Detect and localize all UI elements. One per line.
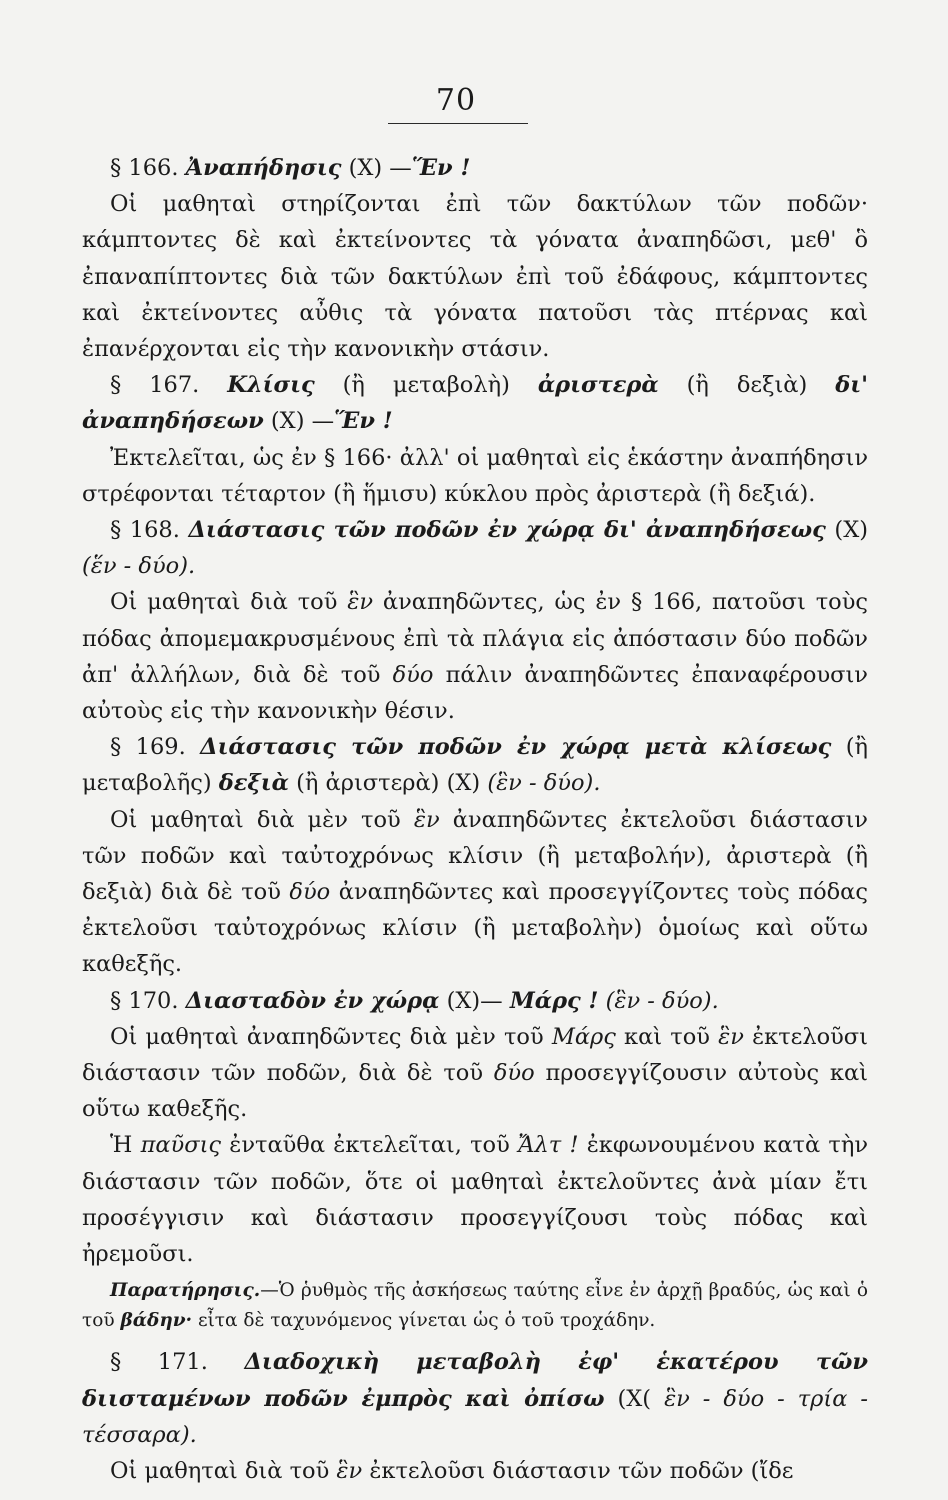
section-number: § 169. [110,734,186,761]
section-title-direction: δεξιὰ [218,770,289,797]
section-heading-text: (ἢ ἀριστερὰ) (Χ) [288,770,488,797]
paragraph-italic: ἓν [347,589,374,616]
page-number: 70 [435,83,477,118]
paragraph-text: ἀναπηδῶντες, ὡς ἐν § 166, πατοῦσι τοὺς πόδας ἀπομεμακρυσμένους ἐπὶ τὰ πλάγια εἰς ἀπόστασιν δύο ποδῶν ἀπ' ἀλλήλων, διὰ δὲ τοῦ [82,589,868,688]
section-169-heading [82,729,868,801]
paragraph-text: Οἱ μαθηταὶ ἀναπηδῶντες διὰ μὲν τοῦ [110,1023,552,1050]
section-170-paragraph-2 [82,1127,868,1272]
section-171-heading [82,1344,868,1453]
paragraph-text: Ἡ [110,1132,141,1159]
command-word: (ἕν - δύο). [82,553,196,580]
paragraph-text: προσεγγίζουσιν αὐτοὺς καὶ οὕτω καθεξῆς. [82,1060,868,1123]
section-number: § 166. [110,155,179,181]
section-number: § 171. [110,1349,208,1376]
section-title: Ἀναπήδησις [185,155,342,181]
page-body [82,150,868,1489]
paragraph-text: Οἱ μαθηταὶ διὰ τοῦ [110,589,348,616]
section-171-paragraph [82,1453,868,1489]
paragraph-italic: ἓν [718,1023,744,1050]
section-169-paragraph [82,802,868,983]
section-heading-text: (ἢ μεταβολὴ) [314,372,538,399]
section-heading-text: (Χ) — [263,408,335,435]
paragraph-italic: παῦσις [140,1132,222,1159]
section-168-paragraph [82,584,868,729]
command-word: Ἕν ! [411,155,471,181]
command-word: (ἓν - δύο). [487,770,601,797]
section-title: Διάστασις τῶν ποδῶν ἐν χώρᾳ μετὰ κλίσεως [200,734,832,761]
paragraph-text: ἐκτελοῦσι διάστασιν τῶν ποδῶν, διὰ δὲ τοῦ [82,1023,868,1087]
paragraph-text: ἐκτελοῦσι διάστασιν τῶν ποδῶν (ἴδε [362,1457,794,1484]
paragraph-text: ἐνταῦθα ἐκτελεῖται, τοῦ [221,1132,518,1159]
paragraph-text: πάλιν ἀναπηδῶντες ἐπαναφέρουσιν αὐτοὺς εἰς τὴν κανονικὴν θέσιν. [82,661,868,725]
section-number: § 168. [110,517,180,544]
section-heading-text: (Χ)— [439,987,510,1014]
section-heading-text: (Χ) — [341,155,412,181]
section-title: Διασταδὸν ἐν χώρᾳ [185,987,440,1014]
section-title: Διάστασις τῶν ποδῶν ἐν χώρᾳ δι' ἀναπηδήσεως [188,517,826,544]
section-title-method: δι' ἀναπηδήσεων [82,372,869,435]
note-italic: βάδην· [120,1310,193,1332]
paragraph-italic: δύο [392,661,434,688]
section-170-paragraph-1 [82,1019,868,1128]
section-heading-text: (Χ) [825,517,869,544]
paragraph-text: Οἱ μαθηταὶ διὰ τοῦ [110,1457,337,1484]
paragraph-italic: δύο [289,879,331,906]
section-title-direction: ἀριστερὰ [537,372,659,399]
section-heading-text: (Χ( [604,1385,665,1412]
paragraph-italic: ἓν [413,806,440,833]
section-title: Κλίσις [227,372,315,399]
section-number: § 167. [110,372,200,399]
paragraph-text: ἐκφωνουμένου κατὰ τὴν διάστασιν τῶν ποδῶν, ὅτε οἱ μαθηταὶ ἐκτελοῦντες ἀνὰ μίαν ἔτι προσέγγισιν καὶ διάστασιν προσεγγίζουσι τοὺς πόδας καὶ ἠρεμοῦσι. [82,1132,869,1268]
command-word: Μάρς ! [509,987,599,1014]
paragraph-text: Οἱ μαθηταὶ διὰ μὲν τοῦ [110,806,414,833]
paragraph-italic: δύο [493,1060,535,1087]
section-heading-text: (ἢ δεξιὰ) [658,372,836,399]
paragraph-italic: Μάρς [551,1023,616,1050]
note-text: εἶτα δὲ ταχυνόμενος γίνεται ὡς ὁ τοῦ τροχάδην. [192,1310,656,1332]
note-text: —Ὁ ῥυθμὸς τῆς ἀσκήσεως ταύτης εἶνε ἐν ἀρχῇ βραδύς, ὡς καὶ ὁ τοῦ [82,1280,868,1332]
command-word: ἓν - δύο - τρία - τέσσαρα). [82,1385,868,1448]
section-167-paragraph: Ἐκτελεῖται, ὡς ἐν § 166· ἀλλ' οἱ μαθηταὶ εἰς ἑκάστην ἀναπήδησιν στρέφονται τέταρτον (ἢ ἥμισυ) κύκλου πρὸς ἀριστερὰ (ἢ δεξιά). [82,444,868,507]
section-heading-text: (ἢ μεταβολῆς) [82,734,868,797]
section-167-heading [82,367,868,439]
paragraph-text: ἀναπηδῶντες καὶ προσεγγίζοντες τοὺς πόδας ἐκτελοῦσι ταὐτοχρόνως κλίσιν (ἢ μεταβολὴν) ὁμοίως καὶ οὕτω καθεξῆς. [82,879,868,978]
command-count: (ἓν - δύο). [598,987,719,1014]
section-number: § 170. [110,987,179,1014]
section-168-heading [82,512,868,584]
section-170-note [82,1276,868,1336]
section-166-paragraph: Οἱ μαθηταὶ στηρίζονται ἐπὶ τῶν δακτύλων τῶν ποδῶν· κάμπτοντες δὲ καὶ ἐκτείνοντες τὰ γόνατα ἀναπηδῶσι, μεθ' ὃ ἐπαναπίπτοντες διὰ τῶν δακτύλων ἐπὶ τοῦ ἐδάφους, κάμπτοντες καὶ ἐκτείνοντες αὖθις τὰ γόνατα πατοῦσι τὰς πτέρνας καὶ ἐπανέρχονται εἰς τὴν κανονικὴν στάσιν. [82,191,868,363]
section-title: Διαδοχικὴ μεταβολὴ ἐφ' ἑκατέρου τῶν διισταμένων ποδῶν ἐμπρὸς καὶ ὀπίσω [82,1349,869,1412]
section-166-heading [82,150,868,186]
paragraph-italic: Ἄλτ ! [518,1132,579,1159]
section-170-heading [82,983,868,1019]
note-label: Παρατήρησις. [110,1280,261,1302]
paragraph-italic: ἓν [336,1457,363,1484]
paragraph-text: καὶ τοῦ [615,1023,719,1050]
page-number-rule [388,123,528,124]
command-word: Ἕν ! [334,408,393,435]
paragraph-text: ἀναπηδῶντες ἐκτελοῦσι διάστασιν τῶν ποδῶν καὶ ταὐτοχρόνως κλίσιν (ἢ μεταβολήν), ἀριστερὰ (ἢ δεξιὰ) διὰ δὲ τοῦ [82,806,868,906]
